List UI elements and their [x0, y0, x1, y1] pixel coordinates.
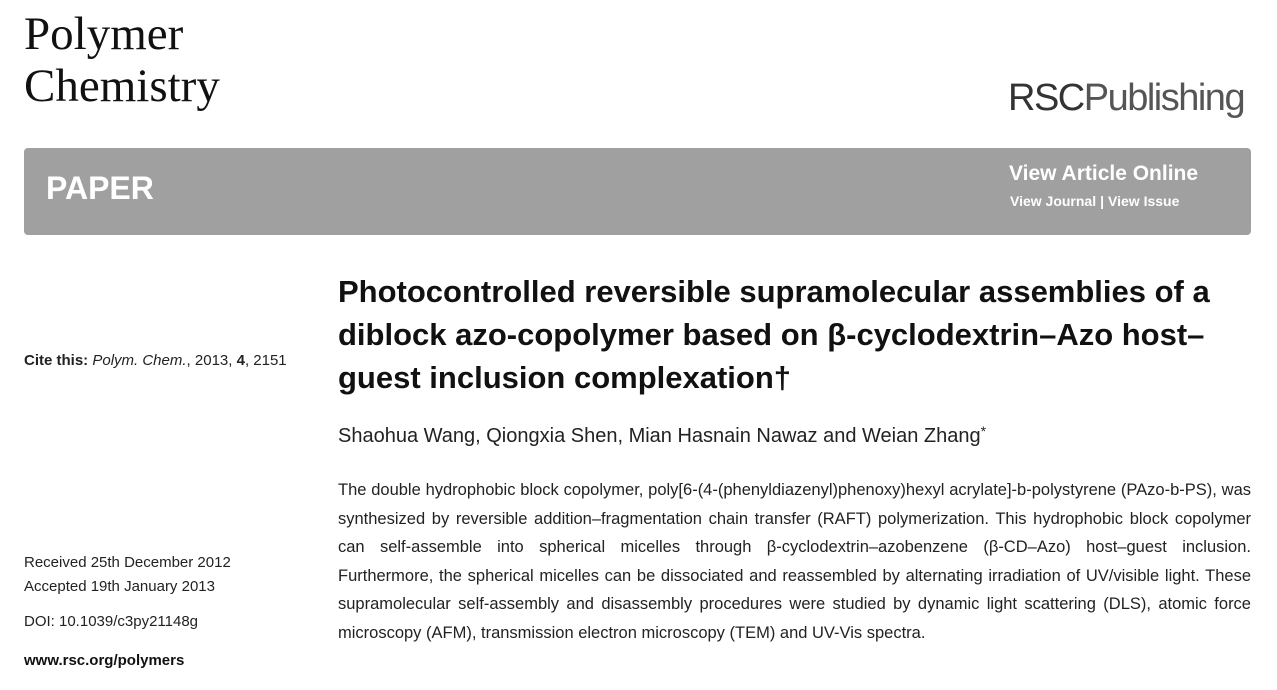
cite-page: , 2151: [244, 352, 287, 369]
article-type-banner: [24, 148, 1251, 235]
publisher-logo-publishing: Publishing: [1083, 77, 1245, 119]
publisher-logo: [1008, 76, 1244, 120]
journal-title-line2: Chemistry: [24, 60, 220, 112]
cite-volume: 4: [236, 352, 245, 369]
doi: DOI: 10.1039/c3py21148g: [24, 613, 199, 630]
cite-year: , 2013,: [186, 352, 237, 369]
article-type-label: PAPER: [46, 170, 154, 206]
cite-journal: Polym. Chem.: [92, 352, 187, 369]
citation-info: [24, 352, 287, 369]
publisher-logo-rsc: RSC: [1008, 77, 1084, 119]
journal-title: [24, 8, 220, 112]
view-links: [1010, 193, 1179, 209]
article-title: Photocontrolled reversible supramolecular assemblies of a diblock azo-copolymer based on β-cyclodextrin–Azo host–guest inclusion complexation†: [338, 274, 1210, 395]
journal-website-link[interactable]: www.rsc.org/polymers: [24, 652, 185, 669]
view-issue-link[interactable]: View Issue: [1108, 193, 1180, 209]
view-journal-link[interactable]: View Journal: [1010, 193, 1097, 209]
abstract: The double hydrophobic block copolymer, poly[6-(4-(phenyldiazenyl)phenoxy)hexyl acrylate]-b-polystyrene (PAzo-b-PS), was synthesized by reversible addition–fragmentation chain transfer (RAFT) polymerization. This hydrophobic block copolymer can self-assemble into spherical micelles through β-cyclodextrin–azobenzene (β-CD–Azo) host–guest inclusion. Furthermore, the spherical micelles can be dissociated and reassembled by alternating irradiation of UV/visible light. These supramolecular self-assembly and disassembly procedures were studied by dynamic light scattering (DLS), atomic force microscopy (AFM), transmission electron microscopy (TEM) and UV-Vis spectra.: [338, 481, 1251, 642]
journal-title-line1: Polymer: [24, 8, 184, 60]
article-history: [24, 551, 231, 599]
view-article-online-link[interactable]: View Article Online: [1009, 162, 1199, 185]
corresponding-author-mark: *: [980, 423, 987, 439]
cite-label: Cite this:: [24, 352, 89, 369]
author-names: Shaohua Wang, Qiongxia Shen, Mian Hasnain Nawaz and Weian Zhang: [338, 425, 981, 447]
accepted-date: Accepted 19th January 2013: [24, 578, 215, 595]
author-list: [338, 423, 986, 448]
received-date: Received 25th December 2012: [24, 554, 231, 571]
view-links-separator: |: [1100, 193, 1105, 209]
